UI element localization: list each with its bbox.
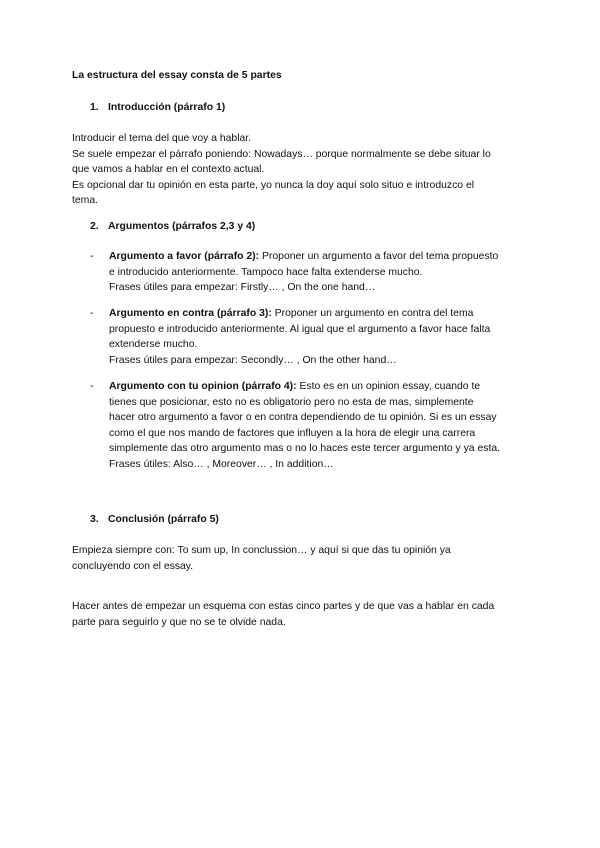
paragraph-line: Es opcional dar tu opinión en esta parte, yo nunca la doy aquí solo situo e introduzco el (72, 179, 475, 191)
closing-paragraph (72, 599, 532, 630)
section-number: 2. (90, 221, 99, 232)
bullet-label: Argumento a favor (párrafo 2): (109, 251, 260, 262)
section-number: 1. (90, 102, 99, 113)
bullet-line: extenderse mucho. (109, 339, 198, 350)
section-number: 3. (90, 514, 99, 525)
bullet-dash: - (90, 308, 94, 319)
bullet-label: Argumento con tu opinion (párrafo 4): (109, 381, 297, 392)
section-title: Introducción (párrafo 1) (108, 102, 226, 113)
section-heading-conclusion (90, 512, 219, 528)
bullet-line: hacer otro argumento a favor o en contra dependiendo de tu opinión. Si es un essay (109, 412, 497, 423)
section-heading-argumentos (90, 219, 255, 235)
document-title: La estructura del essay consta de 5 partes (72, 70, 282, 81)
bullet-line: Frases útiles: Also… , Moreover… , In addition… (109, 458, 334, 470)
bullet-line: e introducido anteriormente. Tampoco hace falta extenderse mucho. (109, 266, 423, 278)
paragraph-line: Hacer antes de empezar un esquema con estas cinco partes y de que vas a hablar en cada (72, 601, 495, 612)
introduccion-paragraph (72, 131, 532, 209)
conclusion-paragraph (72, 543, 532, 574)
bullet-dash: - (90, 251, 94, 262)
paragraph-line: tema. (72, 195, 98, 206)
paragraph-line: parte para seguirlo y que no se te olvide nada. (72, 616, 286, 628)
bullet-line: simplemente das otro argumento mas o no lo haces este tercer argumento y ya esta. (109, 443, 501, 454)
section-title: Argumentos (párrafos 2,3 y 4) (108, 221, 256, 232)
bullet-first-line: Proponer un argumento a favor del tema propuesto (259, 251, 499, 262)
bullet-dash: - (90, 381, 94, 392)
bullet-first-line: Proponer un argumento en contra del tema (271, 308, 474, 319)
section-title: Conclusión (párrafo 5) (108, 514, 219, 525)
paragraph-line: Se suele empezar el párrafo poniendo: Nowadays… porque normalmente se debe situar lo (72, 148, 491, 160)
bullet-first-line: Esto es en un opinion essay, cuando te (296, 381, 481, 392)
section-heading-introduccion (90, 100, 225, 116)
bullet-line: Frases útiles para empezar: Firstly… , On the one hand… (109, 282, 376, 293)
bullet-label: Argumento en contra (párrafo 3): (109, 308, 272, 319)
paragraph-line: Empieza siempre con: To sum up, In conclussion… y aquí si que das tu opinión ya (72, 545, 451, 556)
paragraph-line: Introducir el tema del que voy a hablar. (72, 133, 252, 144)
bullet-line: propuesto e introducido anteriormente. Al igual que el argumento a favor hace falta (109, 323, 491, 335)
bullet-line: Frases útiles para empezar: Secondly… , On the other hand… (109, 354, 397, 366)
bullet-line: como el que nos mando de factores que influyen a la hora de elegir una carrera (109, 427, 476, 439)
bullet-line: tienes que posicionar, esto no es obligatorio pero no esta de mas, simplemente (109, 396, 474, 408)
paragraph-line: concluyendo con el essay. (72, 560, 194, 572)
paragraph-line: que vamos a hablar en el contexto actual. (72, 164, 265, 175)
